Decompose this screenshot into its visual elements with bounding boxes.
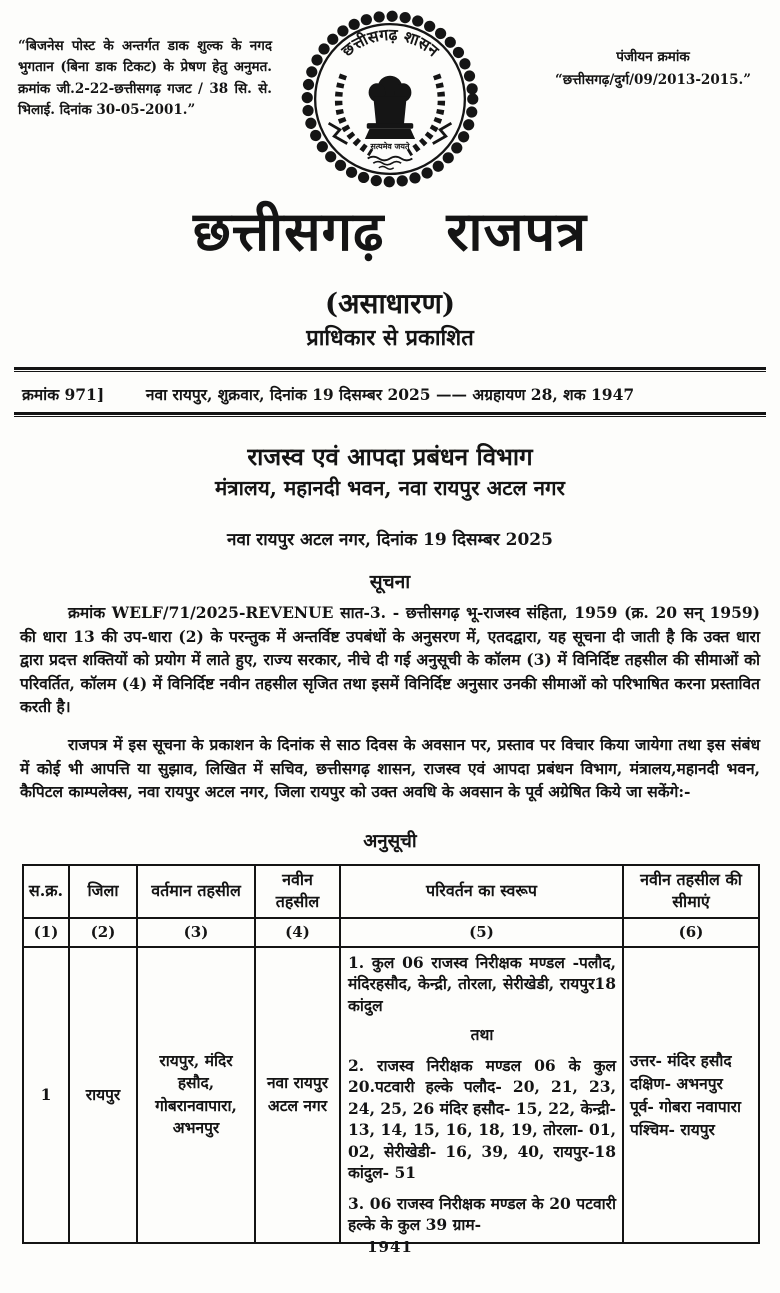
emblem-motto: सत्यमेव जयते — [370, 142, 410, 152]
col-number-1: (1) — [23, 918, 69, 947]
chhattisgarh-state-emblem-icon — [297, 6, 483, 192]
issue-date-bar — [14, 383, 766, 409]
double-rule-top — [14, 367, 766, 372]
issue-date-line: नवा रायपुर, शुक्रवार, दिनांक 19 दिसम्बर 2025 —— अग्रहायण 28, शक 1947 — [145, 385, 635, 404]
authority-line: प्राधिकार से प्रकाशित — [306, 325, 474, 351]
lightning-bolt-left — [329, 123, 348, 143]
boundary-east: पूर्व- गोबरा नवापारा — [630, 1096, 742, 1116]
table-column-number-row — [23, 918, 759, 947]
col-header-current-tehsil: वर्तमान तहसील — [137, 865, 255, 918]
cell-new-tehsil: नवा रायपुर अटल नगर — [255, 947, 340, 1243]
table-header-row — [23, 865, 759, 918]
change-item-2: 2. राजस्व निरीक्षक मण्डल 06 के कुल 20.पटवारी हल्के पलौद- 20, 21, 23, 24, 25, 26 मंदिर हसौद- 15, 22, केन्द्री- 13, 14, 15, 16, 18, 19, तोरला- 01, 02, सेरीखेडी- 16, 39, 40, रायपुर-18 कांदुल- 51 — [348, 1055, 616, 1183]
boundary-south: दक्षिण- अभनपुर — [630, 1073, 723, 1093]
ashoka-lion-capital-icon — [365, 76, 415, 139]
cell-new-tehsil-boundaries — [623, 947, 759, 1243]
col-number-4: (4) — [255, 918, 340, 947]
cell-district: रायपुर — [69, 947, 137, 1243]
col-header-district: जिला — [69, 865, 137, 918]
cell-change-nature — [340, 947, 623, 1243]
place-and-date-line: नवा रायपुर अटल नगर, दिनांक 19 दिसम्बर 2025 — [227, 530, 553, 550]
schedule-table — [22, 864, 760, 1244]
double-rule-bottom — [14, 412, 766, 417]
gazette-title-word1: छत्तीसगढ़ — [192, 199, 385, 263]
col-header-serial: स.क्र. — [23, 865, 69, 918]
lightning-bolt-right — [433, 123, 452, 143]
col-header-new-tehsil-boundaries: नवीन तहसील की सीमाएं — [623, 865, 759, 918]
registration-number: “छत्तीसगढ़/दुर्ग/09/2013-2015.” — [555, 71, 751, 88]
water-wave-1 — [368, 157, 413, 161]
col-header-new-tehsil: नवीन तहसील — [255, 865, 340, 918]
postal-permit-note: “बिजनेस पोस्ट के अन्तर्गत डाक शुल्क के नगद भुगतान (बिना डाक टिकट) के प्रेषण हेतु अनुमत. क्रमांक जी.2-22-छत्तीसगढ़ गजट / 38 सि. से. भिलाई. दिनांक 30-05-2001.” — [18, 38, 272, 118]
issue-number: क्रमांक 971] — [22, 385, 105, 404]
notice-paragraph-1: क्रमांक WELF/71/2025-REVENUE सात-3. - छत्तीसगढ़ भू-राजस्व संहिता, 1959 (क्र. 20 सन् 1959) की धारा 13 की उप-धारा (2) के परन्तुक में अन्तर्विष्ट उपबंधों के अनुसरण में, एतदद्वारा, यह सूचना दी जाती है कि उक्त धारा द्वारा प्रदत्त शक्तियों को प्रयोग में लाते हुए, राज्य सरकार, नीचे दी गई अनुसूची के कॉलम (3) में विनिर्दिष्ट तहसील की सीमाओं को परिवर्तित, कॉलम (4) में विनिर्दिष्ट नवीन तहसील सृजित तथा इसमें विनिर्दिष्ट अनुसार उनकी सीमाओं को परिभाषित करना प्रस्तावित करती है। — [20, 603, 760, 716]
registration-block — [538, 46, 768, 92]
col-header-change-nature: परिवर्तन का स्वरूप — [340, 865, 623, 918]
water-wave-2 — [373, 162, 401, 165]
schedule-heading: अनुसूची — [363, 831, 417, 852]
notice-heading: सूचना — [369, 571, 411, 593]
notice-paragraph-2: राजपत्र में इस सूचना के प्रकाशन के दिनांक से साठ दिवस के अवसान पर, प्रस्ताव पर विचार किया जायेगा तथा इस संबंध में कोई भी आपत्ति या सुझाव, लिखित में सचिव, छत्तीसगढ़ शासन, राजस्व एवं आपदा प्रबंधन विभाग, मंत्रालय,महानदी भवन, कैपिटल काम्पलेक्स, नवा रायपुर अटल नगर, जिला रायपुर को उक्त अवधि के अवसान के पूर्व अग्रेषित किये जा सकेंगे:- — [20, 735, 760, 801]
department-name: राजस्व एवं आपदा प्रबंधन विभाग — [247, 442, 533, 471]
col-number-5: (5) — [340, 918, 623, 947]
cell-serial-number: 1 — [23, 947, 69, 1243]
cell-current-tehsil: रायपुर, मंदिर हसौद, गोबरानवापारा, अभनपुर — [137, 947, 255, 1243]
col-number-3: (3) — [137, 918, 255, 947]
page-number: 1941 — [367, 1238, 413, 1256]
gazette-subtitle: (असाधारण) — [324, 287, 456, 320]
boundary-north: उत्तर- मंदिर हसौद — [630, 1050, 732, 1070]
boundary-west: पश्चिम- रायपुर — [630, 1119, 715, 1139]
department-address: मंत्रालय, महानदी भवन, नवा रायपुर अटल नगर — [215, 476, 565, 500]
gazette-title — [0, 192, 780, 266]
col-number-2: (2) — [69, 918, 137, 947]
gazette-title-word2: राजपत्र — [446, 199, 588, 263]
table-row — [23, 947, 759, 1243]
emblem-top-text: छत्तीसगढ़ शासन — [337, 24, 443, 61]
change-item-1: 1. कुल 06 राजस्व निरीक्षक मण्डल -पलौद, मंदिरहसौद, केन्द्री, तोरला, सेरीखेडी, रायपुर18 कांदुल — [348, 952, 616, 1015]
col-number-6: (6) — [623, 918, 759, 947]
change-conjunction: तथा — [470, 1025, 494, 1045]
registration-label: पंजीयन क्रमांक — [616, 49, 690, 65]
change-item-3: 3. 06 राजस्व निरीक्षक मण्डल के 20 पटवारी हल्के के कुल 39 ग्राम- — [348, 1193, 616, 1235]
water-wave-3 — [379, 166, 394, 169]
